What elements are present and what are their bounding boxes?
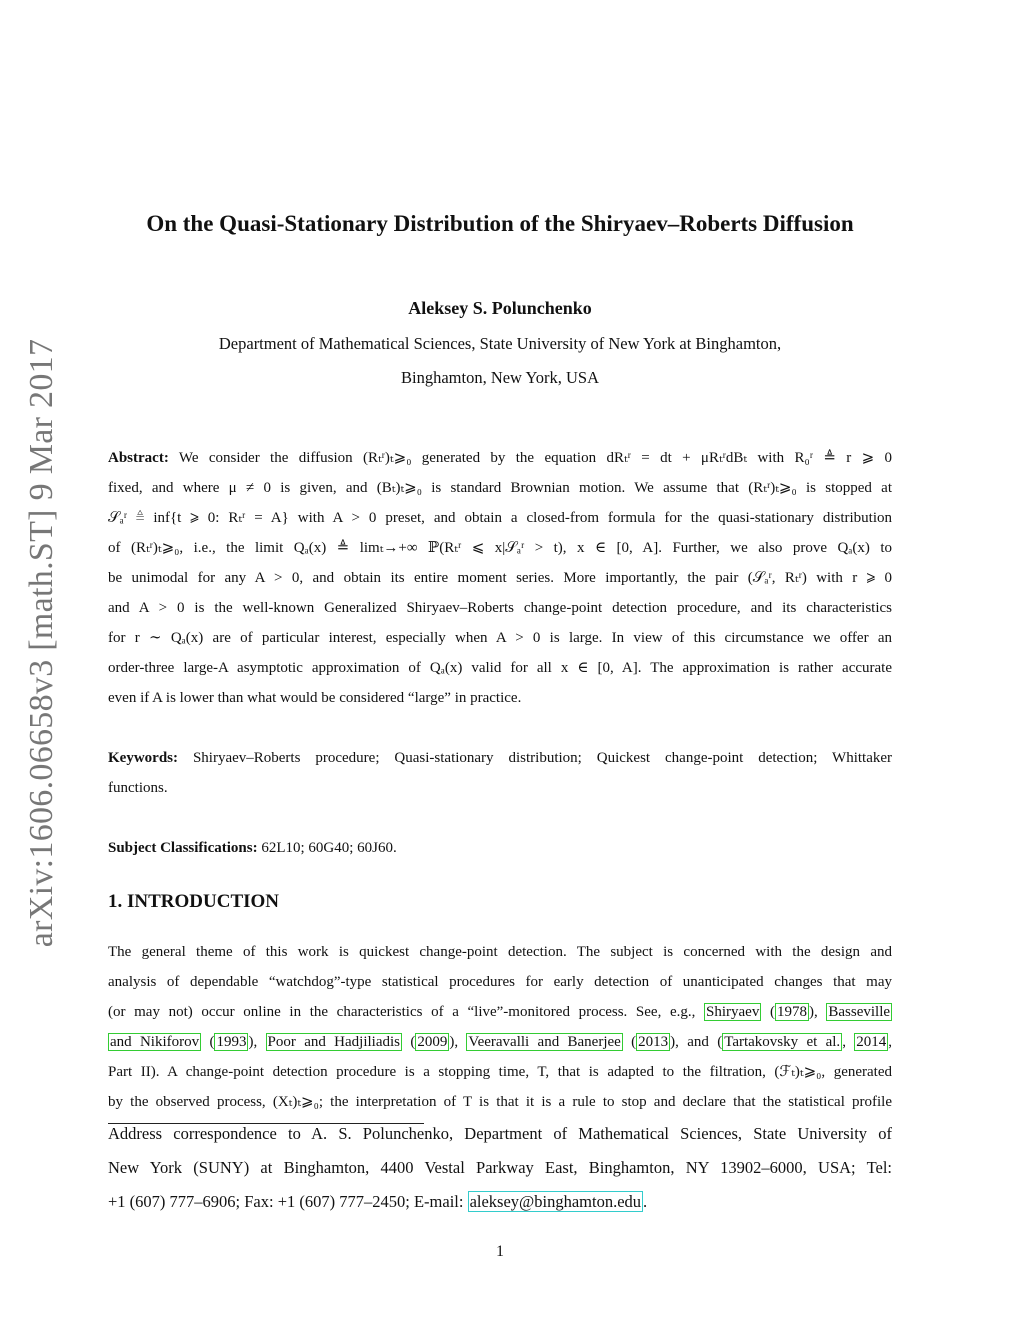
citation-link[interactable]: and Nikiforov: [110, 1034, 200, 1050]
footnote-line: Address correspondence to A. S. Polunchenko, Department of Mathematical Sciences, State University of: [108, 1124, 892, 1143]
arxiv-id: arXiv:1606.06658v3 [math.ST] 9 Mar 2017: [23, 338, 60, 948]
email-link[interactable]: aleksey@binghamton.edu: [469, 1192, 642, 1211]
intro-line: and Nikiforov ( 1993 ), Poor and Hadjiliadis ( 2009 ), Veeravalli and Banerjee ( 2013 ), and ( Tartakovsky et al. , 2014 ,: [110, 1034, 892, 1050]
introduction-body: [108, 937, 892, 1117]
citation-link[interactable]: Tartakovsky et al.: [724, 1034, 841, 1050]
citation-link[interactable]: 1993: [216, 1034, 247, 1050]
intro-line: analysis of dependable “watchdog”-type statistical procedures for early detection of unanticipated changes that may: [108, 974, 892, 990]
subject-label: Subject Classifications:: [108, 840, 258, 856]
abstract-line: for r ∼ Qₐ(x) are of particular interest, especially when A > 0 is large. In view of this circumstance we offer an: [108, 630, 892, 646]
citation-link[interactable]: 2014: [856, 1034, 887, 1050]
abstract-line: be unimodal for any A > 0, and obtain its entire moment series. More importantly, the pair (𝒮ₐʳ, Rₜʳ) with r ⩾ 0: [108, 570, 892, 586]
citation-link[interactable]: Shiryaev: [706, 1004, 760, 1020]
section-heading: 1. INTRODUCTION: [108, 891, 280, 912]
page-number: 1: [496, 1243, 504, 1260]
abstract-line: fixed, and where μ ≠ 0 is given, and (Bₜ)ₜ⩾₀ is standard Brownian motion. We assume that (Rₜʳ)ₜ⩾₀ is stopped at: [108, 480, 892, 496]
citation-link[interactable]: Poor and Hadjiliadis: [267, 1034, 401, 1050]
author-name: Aleksey S. Polunchenko: [408, 298, 592, 318]
citation-link[interactable]: 1978: [776, 1004, 807, 1020]
abstract-label: Abstract:: [108, 450, 169, 466]
abstract: [108, 443, 892, 713]
keywords: [108, 743, 892, 803]
citation-link[interactable]: Basseville: [828, 1004, 891, 1020]
abstract-line: 𝒮ₐʳ ≜ inf{t ⩾ 0: Rₜʳ = A} with A > 0 preset, and obtain a closed-from formula for the quasi-stationary distribution: [108, 510, 892, 526]
abstract-line: order-three large-A asymptotic approximation of Qₐ(x) valid for all x ∈ [0, A]. The approximation is rather accurate: [108, 660, 892, 676]
abstract-line: of (Rₜʳ)ₜ⩾₀, i.e., the limit Qₐ(x) ≜ limₜ→+∞ ℙ(Rₜʳ ⩽ x|𝒮ₐʳ > t), x ∈ [0, A]. Further, we also prove Qₐ(x) to: [108, 540, 892, 556]
affiliation-line-2: Binghamton, New York, USA: [400, 368, 600, 387]
citation-link[interactable]: Veeravalli and Banerjee: [468, 1034, 621, 1050]
subject-codes: 62L10; 60G40; 60J60.: [261, 840, 397, 856]
intro-line: by the observed process, (Xₜ)ₜ⩾₀; the interpretation of T is that it is a rule to stop and declare that the statistical profile: [108, 1094, 892, 1110]
intro-line: Part II). A change-point detection procedure is a stopping time, T, that is adapted to the filtration, (ℱₜ)ₜ⩾₀, generated: [108, 1064, 892, 1080]
citation-link[interactable]: 2013: [638, 1034, 669, 1050]
citation-link[interactable]: 2009: [417, 1034, 448, 1050]
footnote-line: New York (SUNY) at Binghamton, 4400 Vestal Parkway East, Binghamton, NY 13902–6000, USA; Tel:: [108, 1158, 892, 1177]
affiliation-line-1: Department of Mathematical Sciences, State University of New York at Binghamton,: [218, 334, 782, 353]
footnote: [108, 1117, 892, 1219]
keywords-label: Keywords:: [108, 750, 178, 766]
subject-classifications: [108, 833, 892, 863]
footnote-line: +1 (607) 777–6906; Fax: +1 (607) 777–2450; E-mail: aleksey@binghamton.edu .: [108, 1192, 648, 1211]
keywords-line: functions.: [108, 780, 168, 796]
intro-line: The general theme of this work is quickest change-point detection. The subject is concerned with the design and: [108, 944, 892, 960]
paper-title: On the Quasi-Stationary Distribution of the Shiryaev–Roberts Diffusion: [146, 211, 854, 236]
arxiv-sidebar-stamp: [12, 338, 72, 948]
abstract-line: and A > 0 is the well-known Generalized Shiryaev–Roberts change-point detection procedure, and its characteristics: [108, 600, 892, 616]
intro-line: (or may not) occur online in the characteristics of a “live”-monitored process. See, e.g., Shiryaev ( 1978 ), Basseville: [108, 1004, 891, 1020]
keywords-line: Keywords: Shiryaev–Roberts procedure; Quasi-stationary distribution; Quickest change-point detection; Whittaker: [108, 750, 892, 766]
abstract-line: Abstract: We consider the diffusion (Rₜʳ)ₜ⩾₀ generated by the equation dRₜʳ = dt + μRₜʳdBₜ with R₀ʳ ≜ r ⩾ 0: [108, 450, 892, 466]
abstract-line: even if A is lower than what would be considered “large” in practice.: [108, 690, 522, 706]
